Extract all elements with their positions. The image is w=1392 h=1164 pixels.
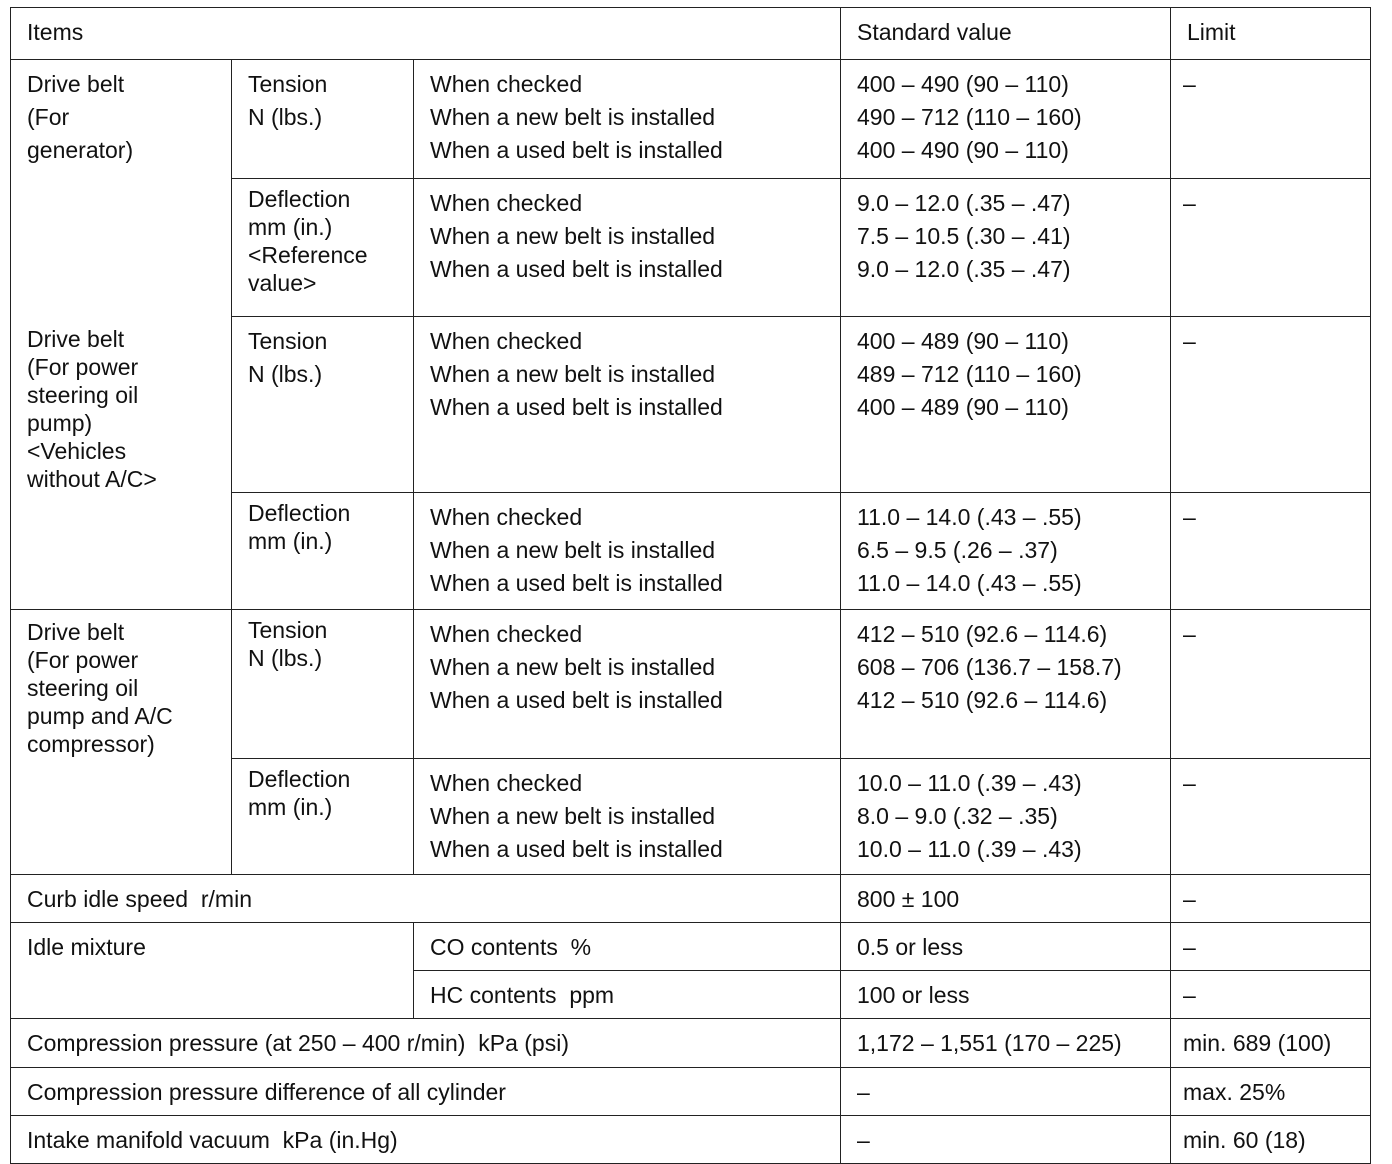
condition-line: When a used belt is installed xyxy=(430,137,723,163)
idle-mixture-value: 100 or less xyxy=(857,981,970,1008)
condition-line: When a used belt is installed xyxy=(430,256,723,282)
standard-value-line: 490 – 712 (110 – 160) xyxy=(857,104,1082,130)
belt-group-name xyxy=(11,317,232,493)
intake-vacuum-label: Intake manifold vacuum kPa (in.Hg) xyxy=(27,1126,398,1153)
belt-psac-deflection-row xyxy=(11,758,1371,874)
belt-group-name-line: (For power xyxy=(27,647,139,673)
idle-mixture-limit: – xyxy=(1183,981,1196,1008)
belt-group-name-continued xyxy=(11,179,232,317)
param-cell xyxy=(232,179,414,317)
condition-line: When checked xyxy=(430,504,583,530)
idle-mixture-sub: HC contents ppm xyxy=(430,981,615,1008)
param-line: Tension xyxy=(248,617,328,643)
belt-group-name-line: without A/C> xyxy=(27,465,157,492)
idle-mixture-limit-cell xyxy=(1171,970,1371,1018)
standard-value-line: 400 – 489 (90 – 110) xyxy=(857,328,1069,354)
belt-psac-tension-row xyxy=(11,610,1371,759)
header-items-label: Items xyxy=(27,19,84,45)
idle-mixture-value-cell xyxy=(841,922,1171,970)
compression-value-cell xyxy=(841,1018,1171,1067)
belt-ps-deflection-row xyxy=(11,493,1371,610)
compression-item xyxy=(11,1018,841,1067)
idle-mixture-sub: CO contents % xyxy=(430,933,592,960)
standard-value-line: 6.5 – 9.5 (.26 – .37) xyxy=(857,537,1058,563)
standard-value-line: 489 – 712 (110 – 160) xyxy=(857,361,1082,387)
condition-line: When a used belt is installed xyxy=(430,687,723,713)
belt-group-name-line: Drive belt xyxy=(27,619,125,645)
condition-line: When a new belt is installed xyxy=(430,104,716,130)
compression-diff-value-cell xyxy=(841,1067,1171,1115)
belt-group-name-line: (For power xyxy=(27,353,139,380)
condition-line: When a new belt is installed xyxy=(430,361,716,387)
compression-diff-row xyxy=(11,1067,1371,1115)
compression-diff-limit: max. 25% xyxy=(1183,1078,1286,1105)
idle-mixture-sub-cell xyxy=(414,970,841,1018)
belt-group-name-line: compressor) xyxy=(27,731,155,757)
param-cell xyxy=(232,60,414,179)
belt-group-name-line: steering oil xyxy=(27,381,139,408)
standard-value-line: 11.0 – 14.0 (.43 – .55) xyxy=(857,570,1082,596)
standard-value-cell xyxy=(841,758,1171,874)
idle-mixture-limit-cell xyxy=(1171,922,1371,970)
standard-value-line: 9.0 – 12.0 (.35 – .47) xyxy=(857,190,1071,216)
limit-cell xyxy=(1171,610,1371,759)
standard-value-line: 7.5 – 10.5 (.30 – .41) xyxy=(857,223,1071,249)
belt-generator-tension-row xyxy=(11,60,1371,179)
belt-group-name-line: Drive belt xyxy=(27,71,125,97)
limit-cell xyxy=(1171,493,1371,610)
condition-line: When checked xyxy=(430,769,583,796)
condition-line: When a used belt is installed xyxy=(430,570,723,596)
standard-value-line: 400 – 489 (90 – 110) xyxy=(857,394,1069,420)
param-cell xyxy=(232,610,414,759)
condition-cell xyxy=(414,60,841,179)
compression-diff-limit-cell xyxy=(1171,1067,1371,1115)
param-line: value> xyxy=(248,270,317,296)
curb-idle-label: Curb idle speed r/min xyxy=(27,885,252,912)
compression-limit-cell xyxy=(1171,1018,1371,1067)
condition-line: When a new belt is installed xyxy=(430,223,716,249)
standard-value-line: 8.0 – 9.0 (.32 – .35) xyxy=(857,802,1058,829)
compression-row xyxy=(11,1018,1371,1067)
belt-ps-tension-row xyxy=(11,317,1371,493)
param-line: Tension xyxy=(248,328,328,354)
compression-diff-value: – xyxy=(857,1078,870,1105)
header-limit-label: Limit xyxy=(1187,19,1236,45)
belt-generator-deflection-row xyxy=(11,179,1371,317)
belt-group-name-line: Drive belt xyxy=(27,325,125,352)
standard-value-line: 608 – 706 (136.7 – 158.7) xyxy=(857,654,1122,680)
param-line: N (lbs.) xyxy=(248,645,323,671)
standard-value-line: 400 – 490 (90 – 110) xyxy=(857,71,1069,97)
specification-table xyxy=(10,7,1371,1164)
curb-idle-value: 800 ± 100 xyxy=(857,885,960,912)
limit-value: – xyxy=(1183,328,1196,354)
belt-group-name-line: generator) xyxy=(27,137,134,163)
idle-mixture-co-row xyxy=(11,922,1371,970)
limit-value: – xyxy=(1183,504,1196,530)
curb-idle-item xyxy=(11,874,841,922)
param-line: N (lbs.) xyxy=(248,104,323,130)
belt-group-name-line: pump and A/C xyxy=(27,703,173,729)
belt-group-name xyxy=(11,60,232,179)
limit-value: – xyxy=(1183,621,1196,647)
belt-group-name-line: steering oil xyxy=(27,675,139,701)
standard-value-cell xyxy=(841,317,1171,493)
param-cell xyxy=(232,758,414,874)
compression-limit: min. 689 (100) xyxy=(1183,1029,1332,1056)
curb-idle-limit: – xyxy=(1183,885,1196,912)
intake-vacuum-limit-cell xyxy=(1171,1115,1371,1163)
idle-mixture-limit: – xyxy=(1183,933,1196,960)
param-cell xyxy=(232,493,414,610)
header-row xyxy=(11,8,1371,60)
standard-value-cell xyxy=(841,60,1171,179)
param-line: <Reference xyxy=(248,242,368,268)
condition-line: When checked xyxy=(430,190,583,216)
curb-idle-row xyxy=(11,874,1371,922)
limit-cell xyxy=(1171,758,1371,874)
param-line: mm (in.) xyxy=(248,528,333,554)
standard-value-line: 400 – 490 (90 – 110) xyxy=(857,137,1069,163)
intake-vacuum-row xyxy=(11,1115,1371,1163)
param-line: mm (in.) xyxy=(248,214,333,240)
standard-value-cell xyxy=(841,610,1171,759)
limit-cell xyxy=(1171,179,1371,317)
standard-value-line: 412 – 510 (92.6 – 114.6) xyxy=(857,687,1108,713)
limit-cell xyxy=(1171,317,1371,493)
curb-idle-limit-cell xyxy=(1171,874,1371,922)
belt-group-name-continued xyxy=(11,493,232,610)
condition-cell xyxy=(414,179,841,317)
idle-mixture-value-cell xyxy=(841,970,1171,1018)
condition-cell xyxy=(414,610,841,759)
standard-value-line: 9.0 – 12.0 (.35 – .47) xyxy=(857,256,1071,282)
limit-value: – xyxy=(1183,190,1196,216)
idle-mixture-label: Idle mixture xyxy=(27,933,146,960)
belt-group-name-line: (For xyxy=(27,104,70,130)
param-line: N (lbs.) xyxy=(248,361,323,387)
condition-line: When a new belt is installed xyxy=(430,537,716,563)
idle-mixture-sub-cell xyxy=(414,922,841,970)
param-line: Deflection xyxy=(248,186,351,212)
condition-cell xyxy=(414,493,841,610)
limit-cell xyxy=(1171,60,1371,179)
condition-line: When a new belt is installed xyxy=(430,654,716,680)
param-line: Deflection xyxy=(248,765,351,792)
standard-value-cell xyxy=(841,493,1171,610)
standard-value-line: 11.0 – 14.0 (.43 – .55) xyxy=(857,504,1082,530)
param-cell xyxy=(232,317,414,493)
belt-group-name xyxy=(11,610,232,759)
param-line: Tension xyxy=(248,71,328,97)
condition-cell xyxy=(414,317,841,493)
compression-value: 1,172 – 1,551 (170 – 225) xyxy=(857,1029,1122,1056)
intake-vacuum-value-cell xyxy=(841,1115,1171,1163)
belt-group-name-line: <Vehicles xyxy=(27,437,127,464)
condition-line: When checked xyxy=(430,621,583,647)
intake-vacuum-limit: min. 60 (18) xyxy=(1183,1126,1306,1153)
limit-value: – xyxy=(1183,71,1196,97)
compression-diff-label: Compression pressure difference of all cylinder xyxy=(27,1078,506,1105)
idle-mixture-value: 0.5 or less xyxy=(857,933,964,960)
condition-line: When checked xyxy=(430,328,583,354)
intake-vacuum-item xyxy=(11,1115,841,1163)
intake-vacuum-value: – xyxy=(857,1126,870,1153)
header-items xyxy=(11,8,841,60)
condition-line: When a new belt is installed xyxy=(430,802,716,829)
header-limit xyxy=(1171,8,1371,60)
compression-diff-item xyxy=(11,1067,841,1115)
belt-group-name-continued xyxy=(11,758,232,874)
condition-line: When a used belt is installed xyxy=(430,835,723,862)
curb-idle-value-cell xyxy=(841,874,1171,922)
standard-value-line: 412 – 510 (92.6 – 114.6) xyxy=(857,621,1108,647)
condition-line: When a used belt is installed xyxy=(430,394,723,420)
param-line: Deflection xyxy=(248,500,351,526)
belt-group-name-line: pump) xyxy=(27,409,93,436)
param-line: mm (in.) xyxy=(248,793,333,820)
standard-value-line: 10.0 – 11.0 (.39 – .43) xyxy=(857,835,1082,862)
standard-value-cell xyxy=(841,179,1171,317)
header-standard-value xyxy=(841,8,1171,60)
standard-value-line: 10.0 – 11.0 (.39 – .43) xyxy=(857,769,1082,796)
limit-value: – xyxy=(1183,769,1196,796)
compression-label: Compression pressure (at 250 – 400 r/min) kPa (psi) xyxy=(27,1029,569,1056)
header-standard-value-label: Standard value xyxy=(857,19,1012,45)
idle-mixture-item xyxy=(11,922,414,1018)
condition-line: When checked xyxy=(430,71,583,97)
condition-cell xyxy=(414,758,841,874)
